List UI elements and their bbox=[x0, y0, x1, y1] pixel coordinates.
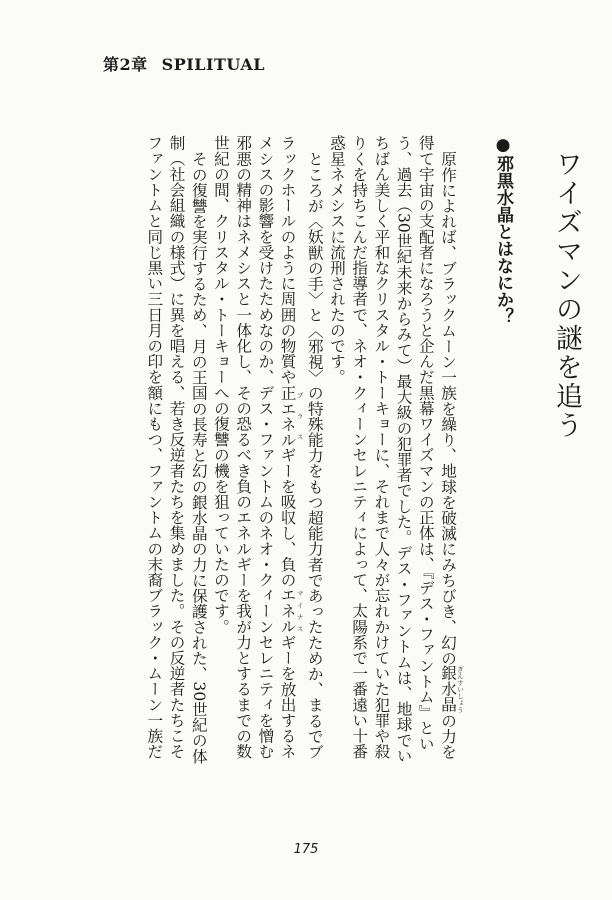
body-line: その復讐を実行するため、月の王国の長寿と幻の銀水晶の力に保護された、30世紀の体 bbox=[189, 150, 208, 764]
body-text bbox=[92, 135, 464, 764]
body-line: メシスの影響を受けたためなのか、デス・ファントムのネオ・クィーンセレニティを憎む bbox=[256, 135, 275, 759]
running-head-chapter: 第2章 bbox=[103, 55, 148, 74]
chapter-title: ワイズマンの謎を追う bbox=[551, 150, 582, 440]
body-line: 世紀の間、クリスタル・トーキョーへの復讐の機を狙っていたのです。 bbox=[211, 135, 230, 635]
ruby-plus: 正エネル プラス bbox=[278, 384, 304, 448]
body-line: 惑星ネメシスに流刑されたのです。 bbox=[327, 135, 346, 385]
body-line: ところが〈妖獣の手〉と〈邪視〉の特殊能力をもつ超能力者であったためか、まるでブ bbox=[305, 150, 324, 759]
body-line: 得て宇宙の支配者になろうと企んだ黒幕ワイズマンの正体は、『デス・ファントム』とい bbox=[416, 135, 435, 752]
body-line: ラックホールのように周囲の物質や正エネル プラスギーを吸収し、負のエネル マイナスギーを放出するネ bbox=[278, 135, 304, 760]
body-line: 邪悪の精神はネメシスと一体化し、その恐るべき負のエネルギーを我が力とするまでの数 bbox=[234, 135, 253, 759]
running-head-name: SPILITUAL bbox=[161, 55, 265, 74]
body-line: ちばん美しく平和なクリスタル・トーキョーに、それまで人々が忘れかけていた犯罪や殺 bbox=[372, 135, 391, 759]
body-line: りくを持ちこんだ指導者で、ネオ・クィーンセレニティによって、太陽系で一番遠い十番 bbox=[350, 135, 369, 759]
ruby-ginsuisho: 銀水晶 ぎんすいしょう bbox=[439, 665, 464, 713]
body-line: ファントムと同じ黒い三日月の印を額にもつ、ファントムの末裔ブラック・ムーン一族だ bbox=[145, 135, 164, 759]
ruby-minus: エネル マイナス bbox=[278, 587, 304, 635]
page-number: 175 bbox=[293, 842, 319, 857]
body-line: 制（社会組織の様式）に異を唱える、若き反逆者たちを集めました。その反逆者たちこそ bbox=[167, 135, 186, 759]
body-line: う、過去（30世紀未来からみて）最大級の犯罪者でした。デス・ファントムは、地球でい bbox=[394, 135, 413, 764]
running-head bbox=[103, 52, 265, 75]
body-line: 原作によれば、ブラックムーン一族を繰り、地球を破滅にみちびき、幻の銀水晶 ぎんすいしょうの力を bbox=[439, 150, 464, 760]
section-heading: ●邪黒水晶とはなにか？ bbox=[493, 135, 513, 325]
